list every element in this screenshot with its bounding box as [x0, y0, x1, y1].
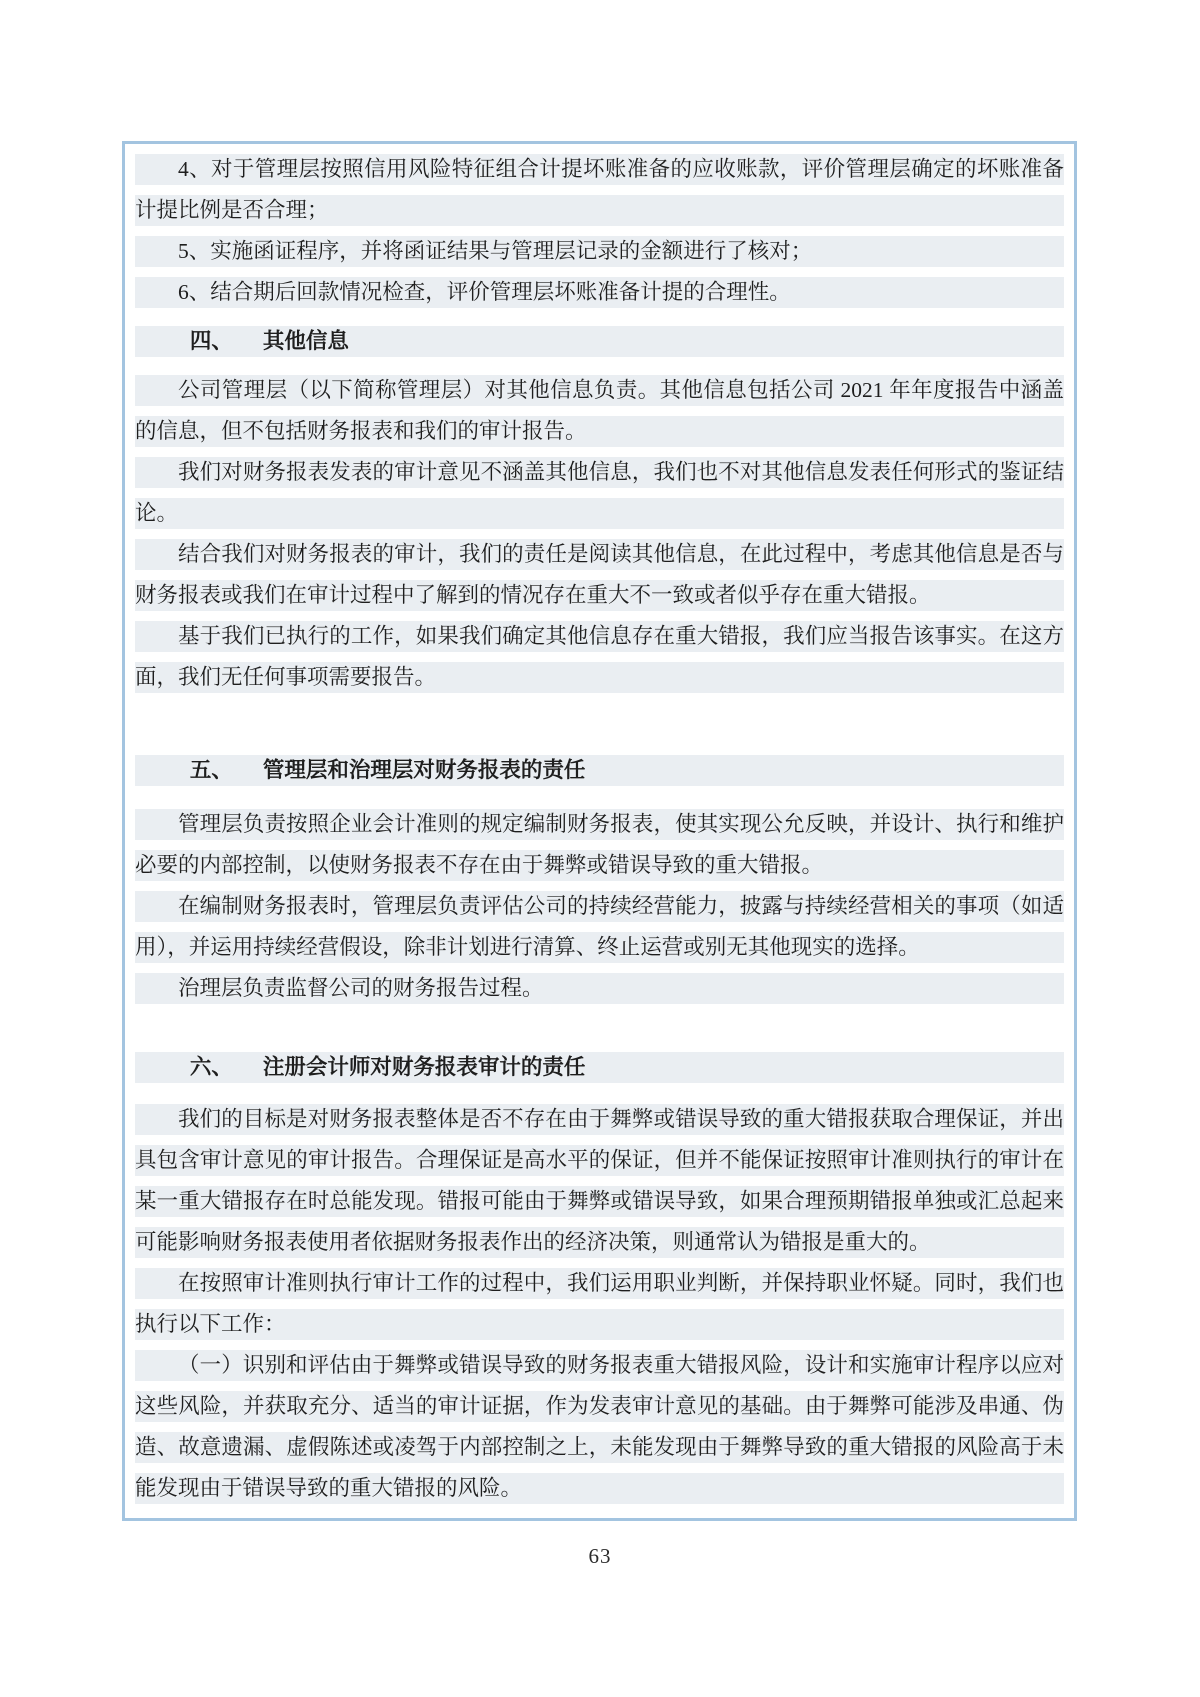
report-section: [135, 750, 1064, 1009]
section-title: 管理层和治理层对财务报表的责任: [262, 758, 586, 782]
paragraph: 结合我们对财务报表的审计，我们的责任是阅读其他信息，在此过程中，考虑其他信息是否与财务报表或我们在审计过程中了解到的情况存在重大不一致或者似乎存在重大错报。: [135, 534, 1064, 616]
paragraph: 我们对财务报表发表的审计意见不涵盖其他信息，我们也不对其他信息发表任何形式的鉴证结论。: [135, 452, 1064, 534]
section-number: 六、: [189, 1055, 233, 1079]
audit-report-text-box: [122, 141, 1077, 1521]
page-number: 63: [588, 1544, 612, 1568]
section-heading: [135, 321, 1064, 362]
report-section: [135, 321, 1064, 698]
paragraph: 我们的目标是对财务报表整体是否不存在由于舞弊或错误导致的重大错报获取合理保证，并出具包含审计意见的审计报告。合理保证是高水平的保证，但并不能保证按照审计准则执行的审计在某一重大错报存在时总能发现。错报可能由于舞弊或错误导致，如果合理预期错报单独或汇总起来可能影响财务报表使用者依据财务报表作出的经济决策，则通常认为错报是重大的。: [135, 1099, 1064, 1263]
section-title: 注册会计师对财务报表审计的责任: [262, 1055, 586, 1079]
paragraph: 基于我们已执行的工作，如果我们确定其他信息存在重大错报，我们应当报告该事实。在这方面，我们无任何事项需要报告。: [135, 616, 1064, 698]
list-item: 4、对于管理层按照信用风险特征组合计提坏账准备的应收账款，评价管理层确定的坏账准备计提比例是否合理；: [135, 149, 1064, 231]
section-title: 其他信息: [262, 329, 349, 353]
paragraph: 公司管理层（以下简称管理层）对其他信息负责。其他信息包括公司 2021 年年度报告中涵盖的信息，但不包括财务报表和我们的审计报告。: [135, 370, 1064, 452]
paragraph: （一）识别和评估由于舞弊或错误导致的财务报表重大错报风险，设计和实施审计程序以应对这些风险，并获取充分、适当的审计证据，作为发表审计意见的基础。由于舞弊可能涉及串通、伪造、故意遗漏、虚假陈述或凌驾于内部控制之上，未能发现由于舞弊导致的重大错报的风险高于未能发现由于错误导致的重大错报的风险。: [135, 1345, 1064, 1509]
page-footer: [0, 1544, 1200, 1569]
paragraph: 管理层负责按照企业会计准则的规定编制财务报表，使其实现公允反映，并设计、执行和维护必要的内部控制，以使财务报表不存在由于舞弊或错误导致的重大错报。: [135, 804, 1064, 886]
section-heading: [135, 1047, 1064, 1088]
paragraph: 在编制财务报表时，管理层负责评估公司的持续经营能力，披露与持续经营相关的事项（如适用），并运用持续经营假设，除非计划进行清算、终止运营或别无其他现实的选择。: [135, 886, 1064, 968]
list-item: 5、实施函证程序，并将函证结果与管理层记录的金额进行了核对；: [135, 231, 1064, 272]
paragraph: 治理层负责监督公司的财务报告过程。: [135, 968, 1064, 1009]
section-number: 四、: [189, 329, 233, 353]
list-item: 6、结合期后回款情况检查，评价管理层坏账准备计提的合理性。: [135, 272, 1064, 313]
paragraph: 在按照审计准则执行审计工作的过程中，我们运用职业判断，并保持职业怀疑。同时，我们也执行以下工作：: [135, 1263, 1064, 1345]
report-section: [135, 1047, 1064, 1509]
section-number: 五、: [189, 758, 233, 782]
section-heading: [135, 750, 1064, 791]
